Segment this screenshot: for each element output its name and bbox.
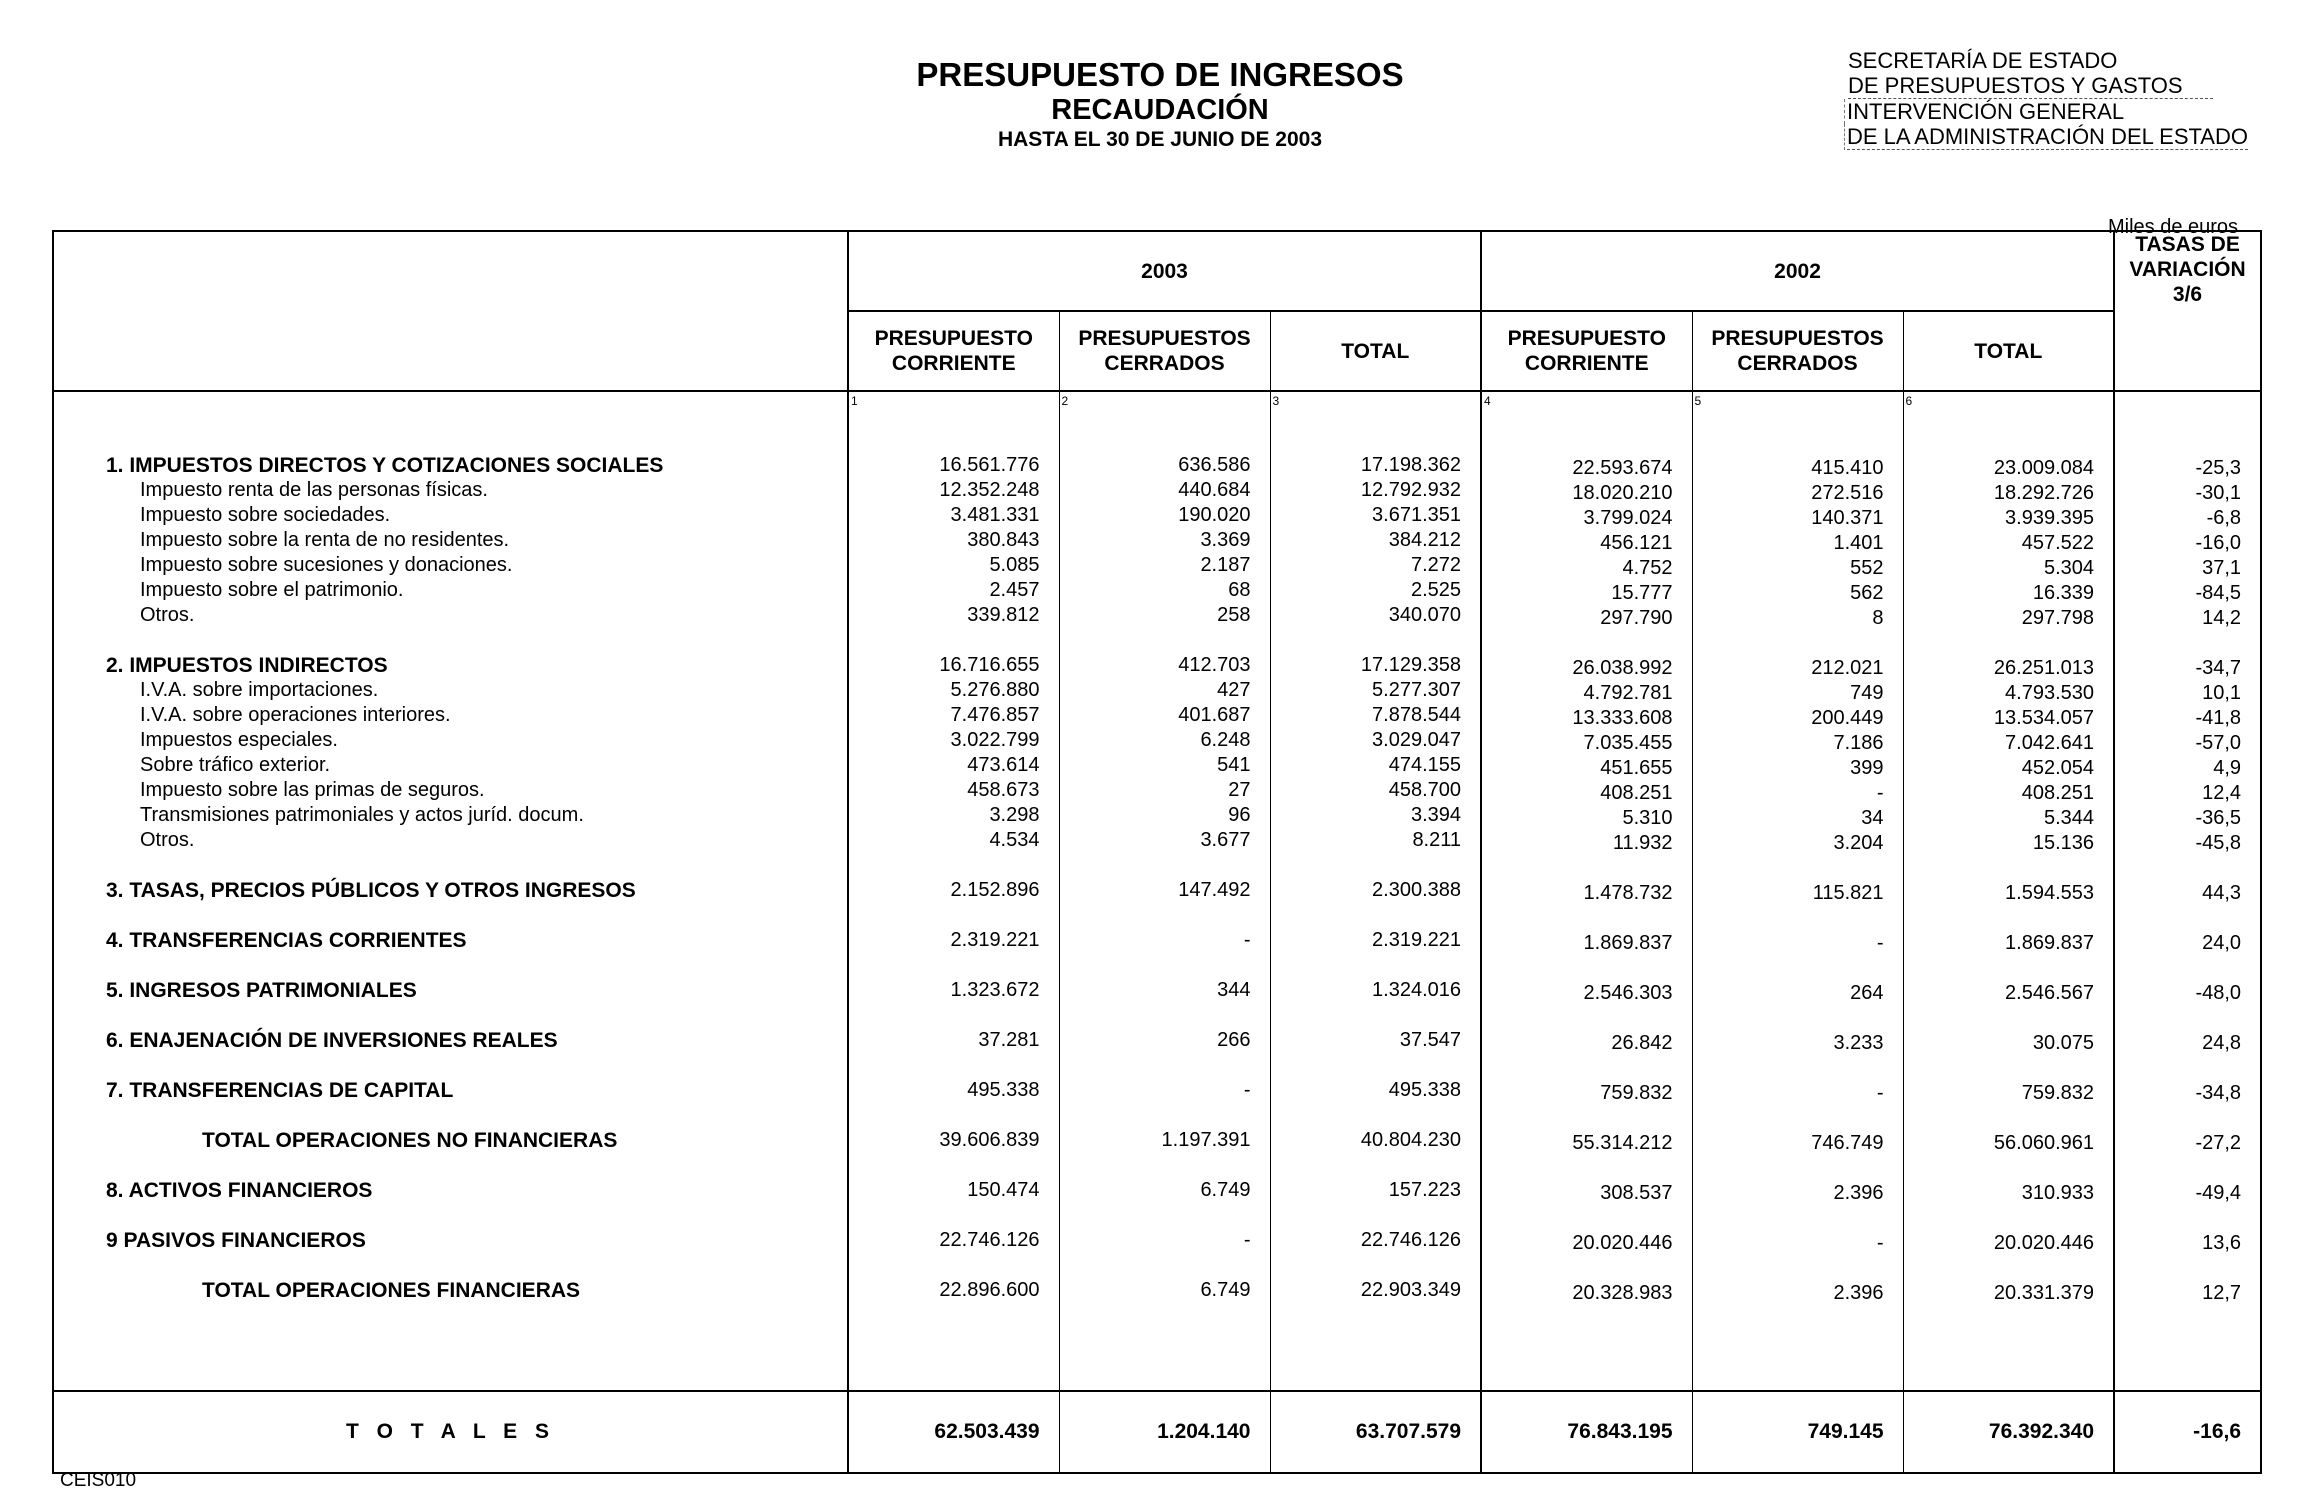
table-cell: 3.939.395 xyxy=(2005,507,2095,529)
table-cell: -48,0 xyxy=(2195,982,2242,1004)
units-label: Miles de euros xyxy=(2108,216,2239,238)
table-cell: 495.338 xyxy=(967,1079,1040,1101)
table-cell: 3.481.331 xyxy=(950,504,1040,526)
table-cell: 401.687 xyxy=(1178,704,1251,726)
header-total-2002: TOTAL xyxy=(1903,311,2114,391)
table-cell: 2.546.303 xyxy=(1583,982,1673,1004)
table-cell: -49,4 xyxy=(2195,1182,2242,1204)
table-cell: 22.896.600 xyxy=(939,1279,1040,1301)
table-cell: -30,1 xyxy=(2195,482,2242,504)
table-cell: 562 xyxy=(1850,582,1884,604)
table-cell: 7.186 xyxy=(1833,732,1884,754)
table-cell: 26.251.013 xyxy=(1993,657,2095,679)
table-cell: 37.547 xyxy=(1399,1029,1462,1051)
row-total-label: TOTAL OPERACIONES FINANCIERAS xyxy=(202,1279,581,1302)
row-sublabel: Impuesto sobre el patrimonio. xyxy=(140,579,404,601)
table-cell: 12.352.248 xyxy=(939,479,1040,501)
table-cell: 552 xyxy=(1850,557,1884,579)
agency-line-3: INTERVENCIÓN GENERAL xyxy=(1844,99,2248,124)
header-total-2003: TOTAL xyxy=(1270,311,1481,391)
table-cell: 2.457 xyxy=(989,579,1040,601)
row-sublabel: I.V.A. sobre operaciones interiores. xyxy=(140,704,451,726)
column-tasas xyxy=(2114,391,2261,1391)
row-sublabel: Impuesto sobre las primas de seguros. xyxy=(140,779,485,801)
table-cell: 6.248 xyxy=(1200,729,1251,751)
table-cell: 20.328.983 xyxy=(1572,1282,1673,1304)
table-cell: 344 xyxy=(1217,979,1251,1001)
header-blank xyxy=(53,231,848,391)
table-cell: 37,1 xyxy=(2202,557,2242,579)
column-number: 6 xyxy=(1905,394,1913,408)
table-cell: 11.932 xyxy=(1612,832,1673,854)
table-cell: 473.614 xyxy=(967,754,1040,776)
row-heading-label: 5. INGRESOS PATRIMONIALES xyxy=(106,979,417,1002)
table-cell: 2.319.221 xyxy=(950,929,1040,951)
table-cell: 3.677 xyxy=(1200,829,1251,851)
agency-line-4: DE LA ADMINISTRACIÓN DEL ESTADO xyxy=(1847,124,2248,149)
table-cell: 37.281 xyxy=(978,1029,1040,1051)
table-cell: 1.594.553 xyxy=(2005,882,2095,904)
table-cell: 7.035.455 xyxy=(1583,732,1673,754)
table-cell: 3.022.799 xyxy=(950,729,1040,751)
table-cell: 3.029.047 xyxy=(1372,729,1462,751)
table-cell: - xyxy=(1876,782,1884,804)
header-pce-2003: PRESUPUESTOS CERRADOS xyxy=(1059,311,1270,391)
table-cell: 541 xyxy=(1217,754,1251,776)
table-cell: 5.277.307 xyxy=(1372,679,1462,701)
table-cell: 1.197.391 xyxy=(1161,1129,1251,1151)
table-cell: 30.075 xyxy=(2032,1032,2095,1054)
table-cell: 456.121 xyxy=(1600,532,1673,554)
table-cell: 18.292.726 xyxy=(1993,482,2095,504)
totals-value: 63.707.579 xyxy=(1270,1391,1481,1473)
table-cell: 3.394 xyxy=(1410,804,1462,826)
row-heading-label: 4. TRANSFERENCIAS CORRIENTES xyxy=(106,929,467,952)
column-2 xyxy=(1059,391,1270,1391)
table-body xyxy=(53,391,2261,1391)
column-6 xyxy=(1903,391,2114,1391)
totals-row xyxy=(53,1391,2261,1473)
table-cell: 24,8 xyxy=(2202,1032,2242,1054)
table-cell: - xyxy=(1876,932,1884,954)
table-cell: 22.903.349 xyxy=(1360,1279,1462,1301)
table-cell: 759.832 xyxy=(1600,1082,1673,1104)
table-cell: 12,7 xyxy=(2202,1282,2242,1304)
column-1 xyxy=(848,391,1059,1391)
table-cell: 115.821 xyxy=(1812,882,1884,904)
table-cell: 12.792.932 xyxy=(1360,479,1462,501)
table-cell: 7.272 xyxy=(1410,554,1462,576)
table-cell: -6,8 xyxy=(2206,507,2242,529)
row-heading-label: 2. IMPUESTOS INDIRECTOS xyxy=(106,654,388,677)
column-4 xyxy=(1481,391,1692,1391)
table-cell: 23.009.084 xyxy=(1993,457,2095,479)
table-cell: 297.798 xyxy=(2021,607,2095,629)
table-cell: 474.155 xyxy=(1388,754,1462,776)
table-cell: 399 xyxy=(1850,757,1884,779)
table-cell: -16,0 xyxy=(2195,532,2242,554)
table-cell: - xyxy=(1243,1229,1251,1251)
document-subtitle: RECAUDACIÓN xyxy=(1051,94,1269,126)
table-cell: 44,3 xyxy=(2202,882,2242,904)
column-number: 4 xyxy=(1484,394,1491,408)
table-cell: 13,6 xyxy=(2202,1232,2242,1254)
table-cell: 20.331.379 xyxy=(1993,1282,2095,1304)
table-cell: 412.703 xyxy=(1178,654,1251,676)
table-cell: 3.671.351 xyxy=(1372,504,1462,526)
table-cell: 4,9 xyxy=(2213,757,2242,779)
totals-value: -16,6 xyxy=(2114,1391,2261,1473)
table-cell: 749 xyxy=(1850,682,1884,704)
table-cell: 15.136 xyxy=(2032,832,2095,854)
row-sublabel: I.V.A. sobre importaciones. xyxy=(140,679,379,701)
table-cell: 3.799.024 xyxy=(1583,507,1673,529)
table-cell: 415.410 xyxy=(1811,457,1884,479)
table-cell: - xyxy=(1243,929,1251,951)
table-cell: 1.324.016 xyxy=(1372,979,1462,1001)
table-cell: 190.020 xyxy=(1178,504,1251,526)
table-cell: 440.684 xyxy=(1178,479,1251,501)
table-cell: 258 xyxy=(1217,604,1251,626)
table-cell: 157.223 xyxy=(1388,1179,1462,1201)
table-cell: 26.038.992 xyxy=(1572,657,1673,679)
table-cell: 20.020.446 xyxy=(1572,1232,1673,1254)
table-cell: 13.333.608 xyxy=(1572,707,1673,729)
table-cell: 339.812 xyxy=(967,604,1040,626)
row-heading-label: 9 PASIVOS FINANCIEROS xyxy=(106,1229,366,1252)
table-cell: 27 xyxy=(1228,779,1251,801)
table-cell: 2.525 xyxy=(1410,579,1462,601)
row-sublabel: Impuestos especiales. xyxy=(140,729,338,751)
table-cell: 1.323.672 xyxy=(950,979,1040,1001)
table-cell: -34,8 xyxy=(2195,1082,2242,1104)
table-cell: -84,5 xyxy=(2195,582,2242,604)
row-heading-label: 7. TRANSFERENCIAS DE CAPITAL xyxy=(106,1079,454,1102)
table-cell: 10,1 xyxy=(2202,682,2242,704)
table-cell: 96 xyxy=(1228,804,1251,826)
table-cell: 140.371 xyxy=(1811,507,1884,529)
table-cell: 5.085 xyxy=(989,554,1040,576)
table-cell: 13.534.057 xyxy=(1993,707,2095,729)
table-cell: 264 xyxy=(1850,982,1884,1004)
row-sublabel: Impuesto sobre la renta de no residentes. xyxy=(140,529,510,551)
row-sublabel: Otros. xyxy=(140,829,195,851)
table-cell: 451.655 xyxy=(1600,757,1673,779)
table-cell: 2.396 xyxy=(1833,1182,1884,1204)
table-cell: 2.187 xyxy=(1200,554,1251,576)
table-cell: 68 xyxy=(1228,579,1251,601)
row-sublabel: Impuesto sobre sociedades. xyxy=(140,504,391,526)
table-cell: 3.298 xyxy=(989,804,1040,826)
agency-line-2: DE PRESUPUESTOS Y GASTOS xyxy=(1848,73,2213,99)
row-sublabel: Transmisiones patrimoniales y actos juríd. docum. xyxy=(140,804,584,826)
row-sublabel: Impuesto sobre sucesiones y donaciones. xyxy=(140,554,513,576)
table-cell: 2.396 xyxy=(1833,1282,1884,1304)
table-cell: 3.233 xyxy=(1833,1032,1884,1054)
table-cell: 8.211 xyxy=(1412,829,1462,851)
column-number: 5 xyxy=(1694,394,1702,408)
table-cell: 7.878.544 xyxy=(1372,704,1462,726)
table-cell: 495.338 xyxy=(1388,1079,1462,1101)
header-pc-2002: PRESUPUESTO CORRIENTE xyxy=(1481,311,1692,391)
header-year-2002: 2002 xyxy=(1481,231,2114,311)
table-cell: 297.790 xyxy=(1600,607,1673,629)
totals-value: 1.204.140 xyxy=(1059,1391,1270,1473)
table-cell: -27,2 xyxy=(2195,1132,2242,1154)
table-cell: 408.251 xyxy=(1600,782,1673,804)
table-cell: - xyxy=(1243,1079,1251,1101)
form-code: CEIS010 xyxy=(60,1470,137,1491)
table-cell: 427 xyxy=(1217,679,1251,701)
table-cell: -34,7 xyxy=(2195,657,2242,679)
table-cell: 3.369 xyxy=(1200,529,1251,551)
table-cell: 16.339 xyxy=(2032,582,2095,604)
table-cell: 272.516 xyxy=(1811,482,1884,504)
table-cell: 266 xyxy=(1217,1029,1251,1051)
table-cell: - xyxy=(1876,1082,1884,1104)
table-cell: 5.304 xyxy=(2043,557,2095,579)
column-3 xyxy=(1270,391,1481,1391)
table-cell: - xyxy=(1876,1232,1884,1254)
table-cell: 384.212 xyxy=(1388,529,1462,551)
table-cell: 4.793.530 xyxy=(2005,682,2095,704)
table-cell: -41,8 xyxy=(2195,707,2242,729)
table-cell: 18.020.210 xyxy=(1572,482,1673,504)
column-number: 2 xyxy=(1061,394,1069,408)
labels-column xyxy=(53,391,848,1391)
table-cell: 55.314.212 xyxy=(1572,1132,1673,1154)
document-title: PRESUPUESTO DE INGRESOS xyxy=(916,56,1404,93)
row-heading-label: 6. ENAJENACIÓN DE INVERSIONES REALES xyxy=(106,1029,558,1052)
table-cell: 24,0 xyxy=(2202,932,2242,954)
table-cell: 2.300.388 xyxy=(1372,879,1462,901)
revenue-table xyxy=(52,230,2262,1474)
table-cell: 1.869.837 xyxy=(1583,932,1673,954)
table-cell: 22.746.126 xyxy=(939,1229,1040,1251)
table-cell: 200.449 xyxy=(1811,707,1884,729)
column-number: 3 xyxy=(1272,394,1280,408)
table-cell: 5.310 xyxy=(1622,807,1673,829)
totals-label: T O T A L E S xyxy=(53,1391,848,1473)
table-cell: 759.832 xyxy=(2021,1082,2095,1104)
table-cell: -25,3 xyxy=(2195,457,2242,479)
table-cell: 5.276.880 xyxy=(950,679,1040,701)
totals-value: 62.503.439 xyxy=(848,1391,1059,1473)
table-cell: 308.537 xyxy=(1600,1182,1673,1204)
table-cell: -45,8 xyxy=(2195,832,2242,854)
table-cell: 3.204 xyxy=(1833,832,1884,854)
table-cell: 452.054 xyxy=(2021,757,2095,779)
table-cell: 458.700 xyxy=(1388,779,1462,801)
table-cell: 340.070 xyxy=(1388,604,1462,626)
totals-value: 749.145 xyxy=(1692,1391,1903,1473)
table-cell: 17.198.362 xyxy=(1360,454,1462,476)
table-cell: 6.749 xyxy=(1200,1279,1251,1301)
table-cell: 20.020.446 xyxy=(1993,1232,2095,1254)
header-pc-2003: PRESUPUESTO CORRIENTE xyxy=(848,311,1059,391)
table-cell: 39.606.839 xyxy=(939,1129,1040,1151)
table-cell: 7.042.641 xyxy=(2005,732,2095,754)
table-cell: 212.021 xyxy=(1811,657,1884,679)
table-cell: 6.749 xyxy=(1200,1179,1251,1201)
row-sublabel: Impuesto renta de las personas físicas. xyxy=(140,479,488,501)
row-heading-label: 8. ACTIVOS FINANCIEROS xyxy=(106,1179,373,1202)
table-cell: -57,0 xyxy=(2195,732,2242,754)
column-number: 1 xyxy=(851,394,858,408)
row-sublabel: Otros. xyxy=(140,604,195,626)
table-cell: 8 xyxy=(1872,607,1884,629)
document-title-block xyxy=(840,56,1480,154)
table-cell: 16.716.655 xyxy=(939,654,1040,676)
table-cell: 147.492 xyxy=(1178,879,1251,901)
table-cell: -36,5 xyxy=(2195,807,2242,829)
row-heading-label: 1. IMPUESTOS DIRECTOS Y COTIZACIONES SOCIALES xyxy=(106,454,664,477)
header-year-2003: 2003 xyxy=(848,231,1481,311)
row-total-label: TOTAL OPERACIONES NO FINANCIERAS xyxy=(202,1129,618,1152)
table-cell: 2.546.567 xyxy=(2005,982,2095,1004)
table-cell: 458.673 xyxy=(967,779,1040,801)
agency-block xyxy=(1848,48,2248,150)
table-cell: 26.842 xyxy=(1611,1032,1673,1054)
table-cell: 408.251 xyxy=(2021,782,2095,804)
table-cell: 4.752 xyxy=(1622,557,1673,579)
table-cell: 5.344 xyxy=(2043,807,2095,829)
column-5 xyxy=(1692,391,1903,1391)
table-cell: 310.933 xyxy=(2021,1182,2095,1204)
table-cell: 1.869.837 xyxy=(2005,932,2095,954)
header-pce-2002: PRESUPUESTOS CERRADOS xyxy=(1692,311,1903,391)
table-cell: 457.522 xyxy=(2021,532,2095,554)
totals-value: 76.843.195 xyxy=(1481,1391,1692,1473)
totals-value: 76.392.340 xyxy=(1903,1391,2114,1473)
table-cell: 150.474 xyxy=(967,1179,1040,1201)
table-cell: 380.843 xyxy=(967,529,1040,551)
table-cell: 22.746.126 xyxy=(1360,1229,1462,1251)
table-cell: 16.561.776 xyxy=(939,454,1040,476)
table-cell: 34 xyxy=(1861,807,1884,829)
row-heading-label: 3. TASAS, PRECIOS PÚBLICOS Y OTROS INGRESOS xyxy=(106,879,636,902)
table-cell: 17.129.358 xyxy=(1360,654,1462,676)
table-cell: 15.777 xyxy=(1611,582,1673,604)
table-cell: 40.804.230 xyxy=(1360,1129,1462,1151)
table-cell: 1.478.732 xyxy=(1583,882,1673,904)
table-cell: 2.319.221 xyxy=(1372,929,1462,951)
table-cell: 4.534 xyxy=(989,829,1040,851)
document-period: HASTA EL 30 DE JUNIO DE 2003 xyxy=(997,128,1323,151)
agency-line-1: SECRETARÍA DE ESTADO xyxy=(1848,48,2118,73)
table-cell: 7.476.857 xyxy=(950,704,1040,726)
table-cell: 22.593.674 xyxy=(1572,457,1673,479)
table-cell: 56.060.961 xyxy=(1993,1132,2095,1154)
header-tasas: TASAS DE VARIACIÓN 3/6 xyxy=(2114,231,2261,391)
table-cell: 12,4 xyxy=(2202,782,2242,804)
row-sublabel: Sobre tráfico exterior. xyxy=(140,754,331,776)
table-cell: 4.792.781 xyxy=(1583,682,1673,704)
table-cell: 636.586 xyxy=(1178,454,1251,476)
table-cell: 746.749 xyxy=(1811,1132,1884,1154)
table-cell: 2.152.896 xyxy=(950,879,1040,901)
table-cell: 1.401 xyxy=(1833,532,1884,554)
table-cell: 14,2 xyxy=(2202,607,2242,629)
